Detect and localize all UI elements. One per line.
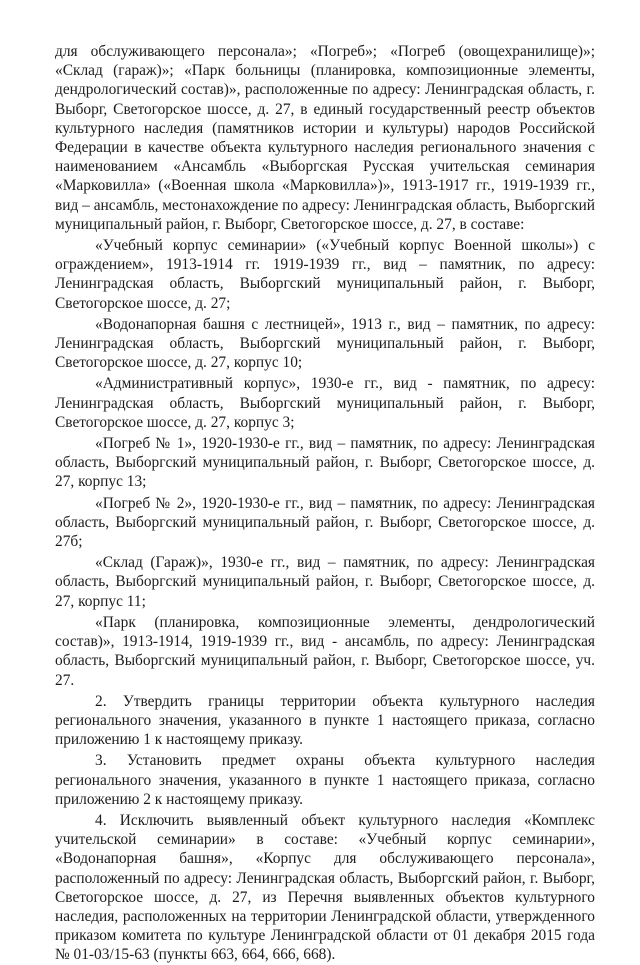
paragraph-item-study-building: «Учебный корпус семинарии» («Учебный корпус Военной школы») с ограждением», 1913-1914 гг. 1919-1939 гг., вид – памятник, по адресу: Ленинградская область, Выборгский муниципальный район, г. Выборг, Светогорское шоссе, д. 27;	[55, 237, 595, 312]
paragraph-item-cellar-1: «Погреб № 1», 1920-1930-е гг., вид – памятник, по адресу: Ленинградская область, Выборгский муниципальный район, г. Выборг, Светогорское шоссе, д. 27, корпус 13;	[55, 435, 595, 491]
paragraph-item-warehouse: «Склад (Гараж)», 1930-е гг., вид – памятник, по адресу: Ленинградская область, Выборгский муниципальный район, г. Выборг, Светогорское шоссе, д. 27, корпус 11;	[55, 554, 595, 610]
paragraph-item-water-tower: «Водонапорная башня с лестницей», 1913 г., вид – памятник, по адресу: Ленинградская область, Выборгский муниципальный район, г. Выборг, Светогорское шоссе, д. 27, корпус 10;	[55, 315, 595, 372]
paragraph-clause-4: 4. Исключить выявленный объект культурного наследия «Комплекс учительской семинарии» в составе: «Учебный корпус семинарии», «Водонапорная башня», «Корпус для обслуживающего персонала», расположенный по адресу: Ленинградская область, Выборгский район, г. Выборг, Светогорское шоссе, д. 27, из Перечня выявленных объектов культурного наследия, расположенных на территории Ленинградской области, утвержденного приказом комитета по культуре Ленинградской области от 01 декабря 2015 года № 01-03/15-63 (пункты 663, 664, 666, 668).	[55, 811, 595, 964]
document-page	[55, 42, 595, 965]
paragraph-clause-2: 2. Утвердить границы территории объекта культурного наследия регионального значения, указанного в пункте 1 настоящего приказа, согласно приложению 1 к настоящему приказу.	[55, 692, 595, 749]
paragraph-item-admin-building: «Административный корпус», 1930-е гг., вид - памятник, по адресу: Ленинградская область, Выборгский муниципальный район, г. Выборг, Светогорское шоссе, д. 27, корпус 3;	[55, 375, 595, 431]
paragraph-item-cellar-2: «Погреб № 2», 1920-1930-е гг., вид – памятник, по адресу: Ленинградская область, Выборгский муниципальный район, г. Выборг, Светогорское шоссе, д. 27б;	[55, 494, 595, 551]
paragraph-item-park: «Парк (планировка, композиционные элементы, дендрологический состав)», 1913-1914, 1919-1939 гг., вид - ансамбль, по адресу: Ленинградская область, Выборгский муниципальный район, г. Выборг, Светогорское шоссе, уч. 27.	[55, 613, 595, 689]
paragraph-clause-3: 3. Установить предмет охраны объекта культурного наследия регионального значения, указанного в пункте 1 настоящего приказа, согласно приложению 2 к настоящему приказу.	[55, 752, 595, 808]
paragraph-intro: для обслуживающего персонала»; «Погреб»; «Погреб (овощехранилище)»; «Склад (гараж)»; «Парк больницы (планировка, композиционные элементы, дендрологический состав)», расположенные по адресу: Ленинградская область, г. Выборг, Светогорское шоссе, д. 27, в единый государственный реестр объектов культурного наследия (памятников истории и культуры) народов Российской Федерации в качестве объекта культурного наследия регионального значения с наименованием «Ансамбль «Выборгская Русская учительская семинария «Марковилла» («Военная школа «Марковилла»)», 1913-1917 гг., 1919-1939 гг., вид – ансамбль, местонахождение по адресу: Ленинградская область, Выборгский муниципальный район, г. Выборг, Светогорское шоссе, д. 27, в составе:	[55, 43, 595, 233]
